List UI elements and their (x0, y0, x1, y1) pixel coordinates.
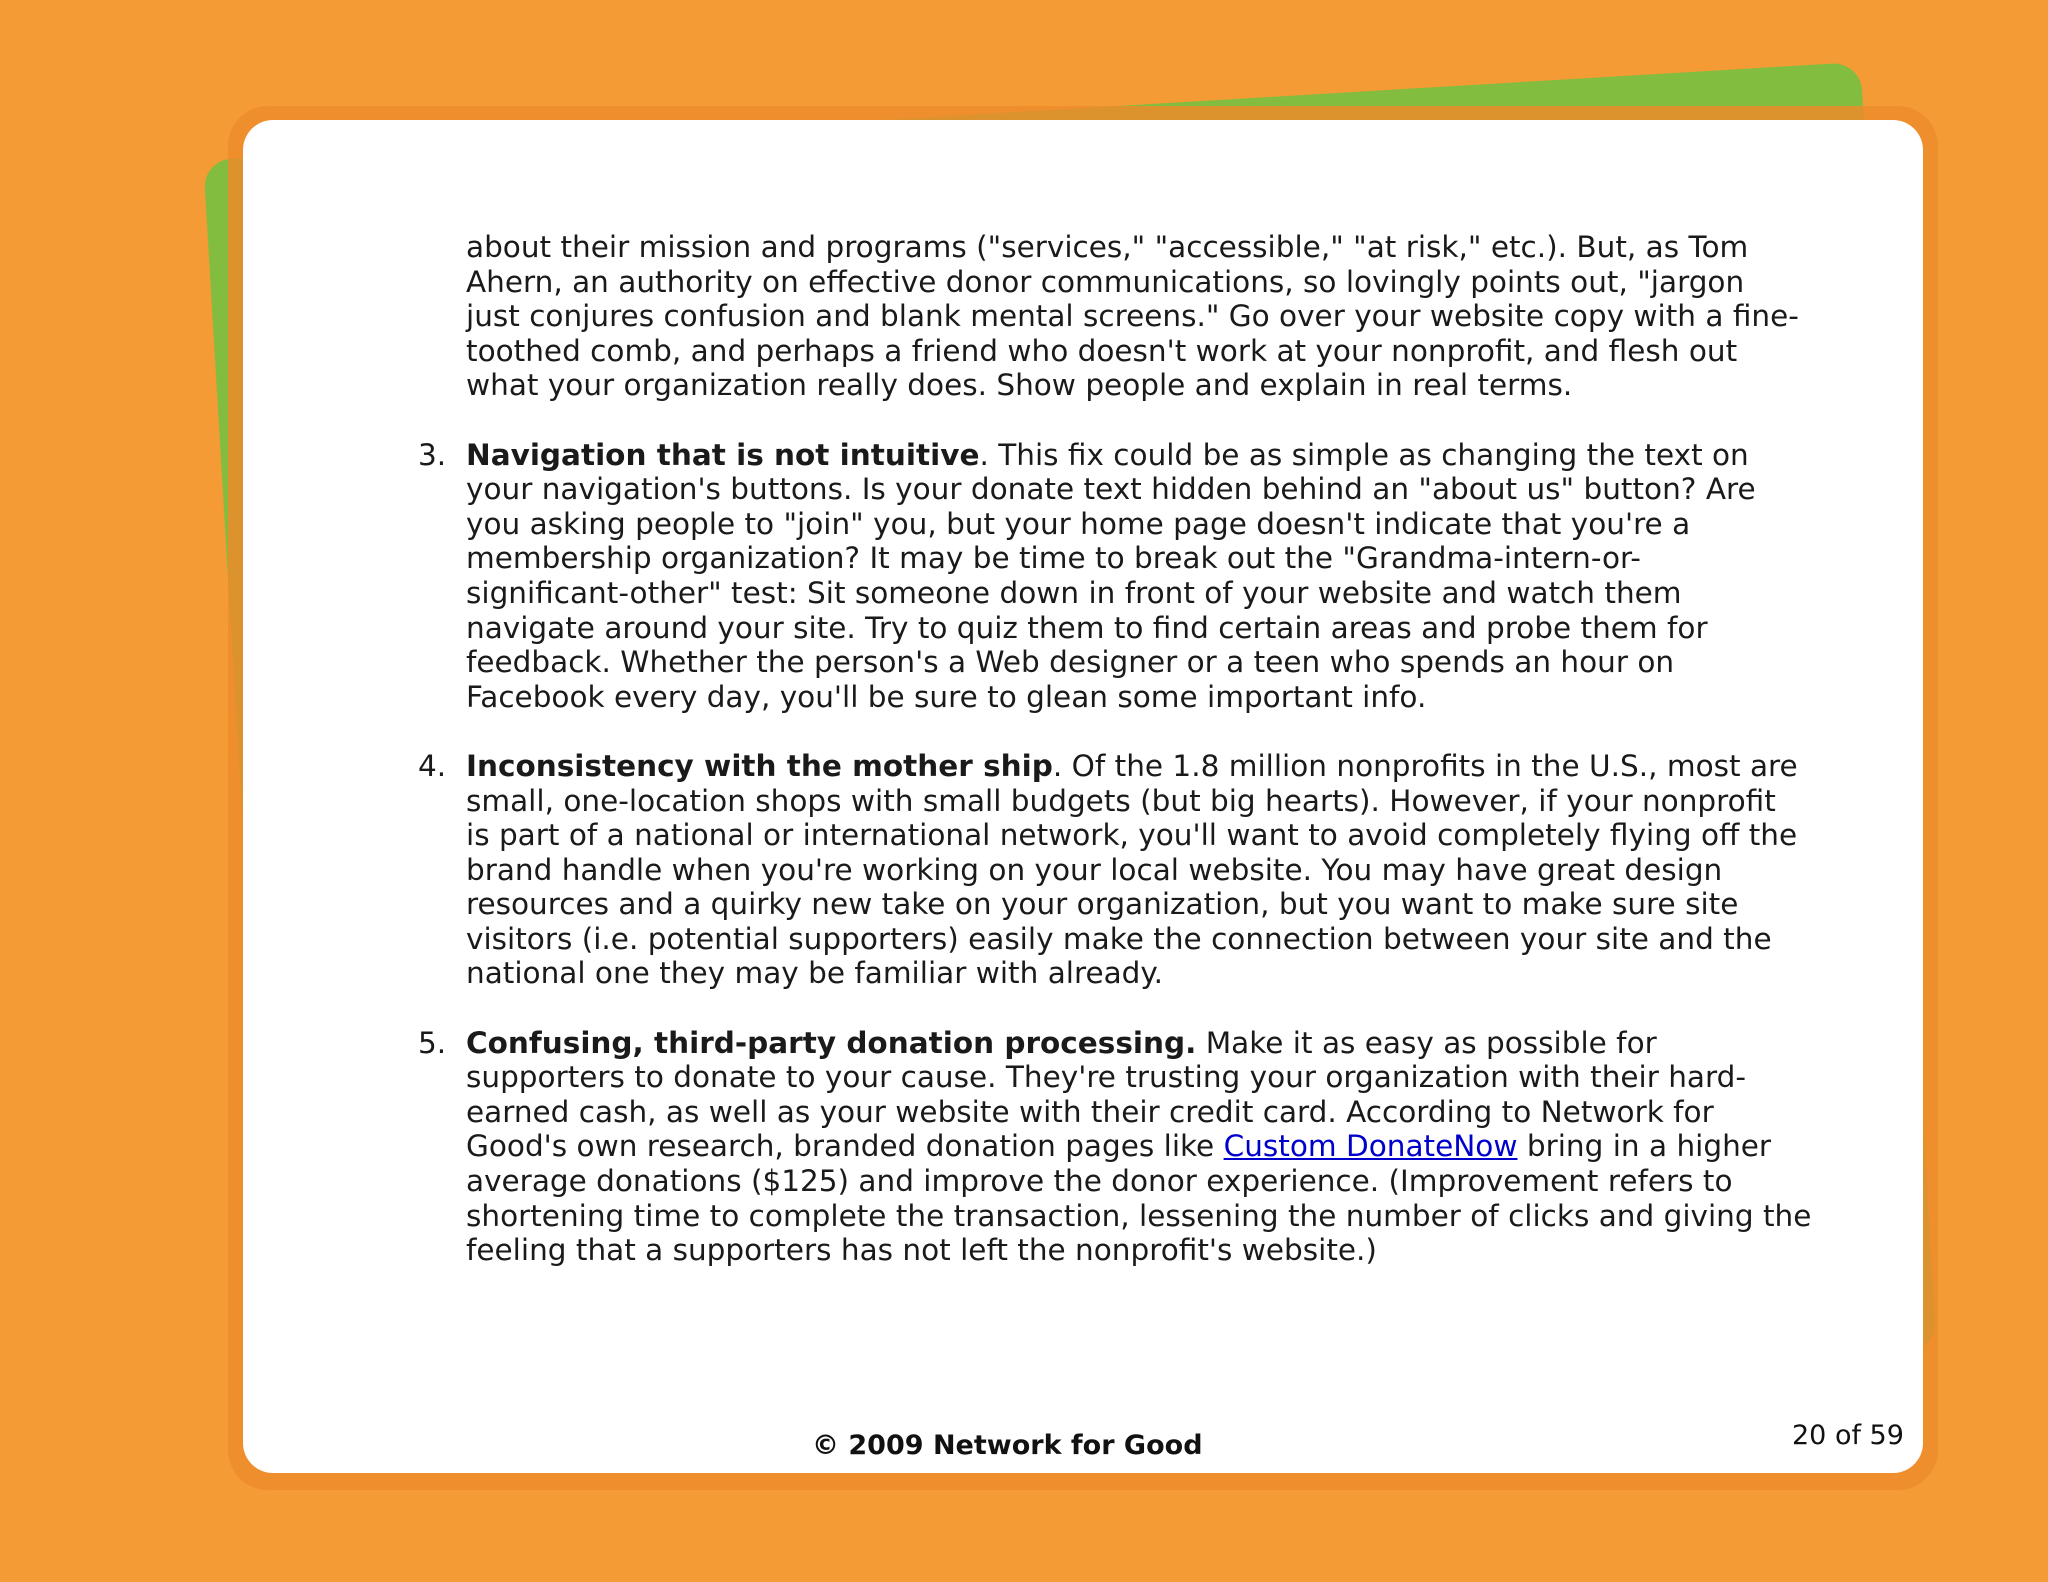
text-line: visitors (i.e. potential supporters) easily make the connection between your site and the (466, 921, 1772, 956)
text-line: is part of a national or international network, you'll want to avoid completely flying off the (466, 818, 1798, 853)
text-line: feedback. Whether the person's a Web designer or a teen who spends an hour on (466, 645, 1675, 680)
list-item-donation-processing (418, 1025, 1812, 1268)
text-line: supporters to donate to your cause. They're trusting your organization with their hard- (466, 1060, 1746, 1095)
item-text: Good's own research, branded donation pages like (466, 1129, 1224, 1164)
intro-paragraph (466, 230, 1799, 403)
text-line: Facebook every day, you'll be sure to glean some important info. (466, 679, 1427, 714)
item-text: . Of the 1.8 million nonprofits in the U.S., most are (1052, 748, 1798, 783)
text-line: Ahern, an authority on effective donor communications, so lovingly points out, "jargon (466, 264, 1745, 299)
list-number: 4. (418, 748, 447, 783)
page-number: 20 of 59 (1792, 1420, 1904, 1451)
text-line: about their mission and programs ("services," "accessible," "at risk," etc.). But, as Tom (466, 230, 1749, 264)
text-line: brand handle when you're working on your local website. You may have great design (466, 852, 1723, 887)
text-line: small, one-location shops with small budgets (but big hearts). However, if your nonprofit (466, 783, 1776, 818)
text-line: navigate around your site. Try to quiz them to find certain areas and probe them for (466, 610, 1708, 645)
text-line: resources and a quirky new take on your organization, but you want to make sure site (466, 887, 1739, 922)
text-line (466, 1129, 1786, 1164)
text-line: national one they may be familiar with already. (466, 956, 1164, 991)
text-line (466, 748, 1798, 784)
item-title: Inconsistency with the mother ship (466, 748, 1053, 783)
text-line (466, 1026, 1786, 1061)
text-line: just conjures confusion and blank mental screens." Go over your website copy with a fine- (466, 299, 1799, 334)
copyright-footer: © 2009 Network for Good (812, 1430, 1203, 1461)
text-line: toothed comb, and perhaps a friend who doesn't work at your nonprofit, and flesh out (466, 333, 1738, 368)
list-number: 3. (418, 437, 447, 472)
custom-donatenow-link[interactable]: Custom DonateNow (1223, 1129, 1518, 1164)
page-content (418, 230, 1812, 1268)
text-line: your navigation's buttons. Is your donate text hidden behind an "about us" button? Are (466, 472, 1756, 507)
text-line: you asking people to "join" you, but your home page doesn't indicate that you're a (466, 506, 1691, 541)
text-line: feeling that a supporters has not left the nonprofit's website.) (466, 1233, 1377, 1268)
item-text: Make it as easy as possible for (1196, 1025, 1657, 1060)
text-line: significant-other" test: Sit someone down in front of your website and watch them (466, 575, 1682, 610)
list-item-navigation (418, 437, 1786, 715)
text-line: what your organization really does. Show people and explain in real terms. (466, 368, 1573, 403)
item-title: Navigation that is not intuitive (466, 437, 980, 472)
list-number: 5. (418, 1025, 447, 1060)
text-line: membership organization? It may be time to break out the "Grandma-intern-or- (466, 541, 1641, 576)
text-line: average donations ($125) and improve the donor experience. (Improvement refers to (466, 1164, 1733, 1199)
text-line: earned cash, as well as your website with their credit card. According to Network for (466, 1094, 1714, 1129)
list-item-mother-ship (418, 748, 1798, 991)
item-text: . This fix could be as simple as changing the text on (979, 437, 1749, 472)
text-line (466, 438, 1786, 473)
text-line: shortening time to complete the transaction, lessening the number of clicks and giving the (466, 1198, 1812, 1233)
item-text: bring in a higher (1517, 1129, 1772, 1164)
item-title: Confusing, third-party donation processing. (466, 1025, 1197, 1060)
